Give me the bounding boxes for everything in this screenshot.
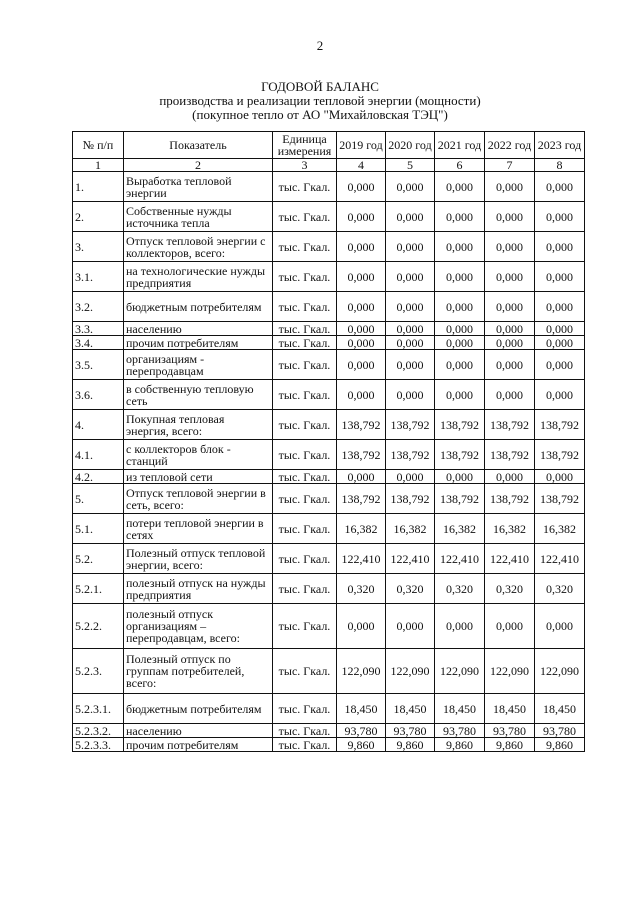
row-indicator: Покупная тепловая энергия, всего:	[124, 410, 273, 440]
row-value: 0,000	[535, 292, 585, 322]
row-value: 0,000	[386, 604, 435, 649]
header-cell-2019: 2019 год	[337, 132, 386, 159]
row-value: 93,780	[337, 724, 386, 738]
row-value: 0,000	[485, 322, 535, 336]
row-indicator: Выработка тепловой энергии	[124, 172, 273, 202]
table-row	[73, 574, 585, 604]
row-unit: тыс. Гкал.	[273, 574, 337, 604]
row-value: 138,792	[535, 410, 585, 440]
row-value: 0,320	[435, 574, 485, 604]
row-number: 3.4.	[73, 336, 124, 350]
row-unit: тыс. Гкал.	[273, 172, 337, 202]
row-unit: тыс. Гкал.	[273, 514, 337, 544]
row-value: 138,792	[535, 440, 585, 470]
row-value: 138,792	[386, 484, 435, 514]
row-unit: тыс. Гкал.	[273, 544, 337, 574]
row-value: 0,000	[435, 202, 485, 232]
row-unit: тыс. Гкал.	[273, 292, 337, 322]
row-value: 0,000	[386, 202, 435, 232]
document-source-note: (покупное тепло от АО "Михайловская ТЭЦ")	[192, 107, 448, 122]
row-number: 4.2.	[73, 470, 124, 484]
row-value: 0,000	[386, 292, 435, 322]
row-number: 2.	[73, 202, 124, 232]
row-unit: тыс. Гкал.	[273, 470, 337, 484]
row-indicator: в собственную тепловую сеть	[124, 380, 273, 410]
table-row	[73, 544, 585, 574]
row-value: 0,000	[386, 262, 435, 292]
row-value: 0,000	[337, 262, 386, 292]
row-value: 122,090	[485, 649, 535, 694]
header-cell-2023: 2023 год	[535, 132, 585, 159]
row-indicator: бюджетным потребителям	[124, 694, 273, 724]
row-value: 138,792	[435, 484, 485, 514]
row-value: 16,382	[535, 514, 585, 544]
row-unit: тыс. Гкал.	[273, 694, 337, 724]
column-number: 7	[485, 159, 535, 172]
table-row	[73, 440, 585, 470]
row-unit: тыс. Гкал.	[273, 232, 337, 262]
row-value: 0,000	[386, 336, 435, 350]
row-value: 18,450	[535, 694, 585, 724]
column-number: 2	[124, 159, 273, 172]
page-number: 2	[316, 38, 324, 53]
column-number-row	[73, 159, 585, 172]
row-number: 3.5.	[73, 350, 124, 380]
column-number: 3	[273, 159, 337, 172]
header-cell-2020: 2020 год	[386, 132, 435, 159]
row-number: 5.2.2.	[73, 604, 124, 649]
row-value: 0,000	[337, 292, 386, 322]
row-value: 122,410	[435, 544, 485, 574]
row-value: 9,860	[337, 738, 386, 752]
row-number: 5.	[73, 484, 124, 514]
row-value: 0,000	[337, 232, 386, 262]
header-cell-2021: 2021 год	[435, 132, 485, 159]
row-value: 0,000	[535, 322, 585, 336]
table-row	[73, 380, 585, 410]
row-number: 3.3.	[73, 322, 124, 336]
row-value: 0,000	[435, 336, 485, 350]
row-value: 122,090	[535, 649, 585, 694]
row-indicator: Полезный отпуск по группам потребителей, всего:	[124, 649, 273, 694]
table-row	[73, 470, 585, 484]
table-row	[73, 172, 585, 202]
row-indicator: потери тепловой энергии в сетях	[124, 514, 273, 544]
row-number: 3.2.	[73, 292, 124, 322]
table-row	[73, 232, 585, 262]
row-value: 16,382	[386, 514, 435, 544]
row-value: 138,792	[435, 410, 485, 440]
row-value: 9,860	[386, 738, 435, 752]
row-value: 16,382	[337, 514, 386, 544]
row-number: 4.1.	[73, 440, 124, 470]
row-unit: тыс. Гкал.	[273, 350, 337, 380]
row-indicator: на технологические нужды предприятия	[124, 262, 273, 292]
row-unit: тыс. Гкал.	[273, 410, 337, 440]
row-value: 0,000	[337, 380, 386, 410]
row-value: 0,000	[337, 172, 386, 202]
row-value: 0,000	[386, 470, 435, 484]
row-value: 138,792	[535, 484, 585, 514]
row-value: 0,000	[337, 470, 386, 484]
table-row	[73, 724, 585, 738]
table-row	[73, 649, 585, 694]
row-indicator: из тепловой сети	[124, 470, 273, 484]
row-number: 1.	[73, 172, 124, 202]
row-value: 122,410	[337, 544, 386, 574]
row-value: 0,000	[535, 604, 585, 649]
row-indicator: Отпуск тепловой энергии с коллекторов, всего:	[124, 232, 273, 262]
row-number: 5.2.3.1.	[73, 694, 124, 724]
row-indicator: организациям - перепродавцам	[124, 350, 273, 380]
table-row	[73, 350, 585, 380]
table-row	[73, 694, 585, 724]
row-value: 0,320	[386, 574, 435, 604]
row-number: 5.2.3.2.	[73, 724, 124, 738]
row-indicator: Собственные нужды источника тепла	[124, 202, 273, 232]
row-number: 5.2.3.3.	[73, 738, 124, 752]
column-number: 8	[535, 159, 585, 172]
column-number: 4	[337, 159, 386, 172]
row-value: 0,000	[535, 172, 585, 202]
row-value: 0,000	[485, 232, 535, 262]
row-value: 16,382	[485, 514, 535, 544]
row-value: 0,000	[485, 336, 535, 350]
row-number: 3.6.	[73, 380, 124, 410]
row-unit: тыс. Гкал.	[273, 262, 337, 292]
row-unit: тыс. Гкал.	[273, 322, 337, 336]
row-value: 0,000	[535, 350, 585, 380]
row-value: 0,000	[485, 470, 535, 484]
row-value: 0,000	[535, 202, 585, 232]
row-value: 18,450	[435, 694, 485, 724]
row-value: 93,780	[435, 724, 485, 738]
row-value: 138,792	[386, 410, 435, 440]
row-value: 138,792	[337, 410, 386, 440]
row-value: 0,000	[337, 202, 386, 232]
row-indicator: населению	[124, 724, 273, 738]
row-value: 0,000	[535, 232, 585, 262]
row-value: 16,382	[435, 514, 485, 544]
row-value: 0,320	[535, 574, 585, 604]
row-unit: тыс. Гкал.	[273, 380, 337, 410]
row-value: 0,000	[386, 172, 435, 202]
row-value: 0,000	[485, 604, 535, 649]
row-value: 138,792	[337, 440, 386, 470]
row-value: 0,000	[337, 604, 386, 649]
row-value: 0,000	[485, 202, 535, 232]
table-row	[73, 322, 585, 336]
row-number: 5.2.	[73, 544, 124, 574]
row-unit: тыс. Гкал.	[273, 484, 337, 514]
row-value: 0,320	[485, 574, 535, 604]
row-number: 3.1.	[73, 262, 124, 292]
row-value: 122,090	[435, 649, 485, 694]
document-title: ГОДОВОЙ БАЛАНС	[261, 79, 379, 94]
header-cell-unit: Единица измерения	[273, 132, 337, 159]
row-value: 93,780	[535, 724, 585, 738]
row-indicator: бюджетным потребителям	[124, 292, 273, 322]
header-cell-number: № п/п	[73, 132, 124, 159]
table-row	[73, 336, 585, 350]
table-row	[73, 514, 585, 544]
row-value: 122,090	[386, 649, 435, 694]
row-number: 5.2.3.	[73, 649, 124, 694]
row-unit: тыс. Гкал.	[273, 738, 337, 752]
row-unit: тыс. Гкал.	[273, 724, 337, 738]
row-value: 0,000	[435, 262, 485, 292]
table-row	[73, 292, 585, 322]
header-cell-indicator: Показатель	[124, 132, 273, 159]
header-row	[73, 132, 585, 159]
column-number: 5	[386, 159, 435, 172]
column-number: 6	[435, 159, 485, 172]
row-value: 18,450	[485, 694, 535, 724]
row-value: 18,450	[386, 694, 435, 724]
row-unit: тыс. Гкал.	[273, 336, 337, 350]
row-value: 9,860	[535, 738, 585, 752]
row-value: 0,000	[485, 172, 535, 202]
row-value: 122,410	[386, 544, 435, 574]
row-value: 0,000	[535, 262, 585, 292]
row-indicator: Отпуск тепловой энергии в сеть, всего:	[124, 484, 273, 514]
balance-table	[72, 131, 585, 752]
row-value: 0,000	[485, 350, 535, 380]
row-value: 0,000	[337, 350, 386, 380]
row-unit: тыс. Гкал.	[273, 649, 337, 694]
table-row	[73, 484, 585, 514]
column-number: 1	[73, 159, 124, 172]
row-number: 5.1.	[73, 514, 124, 544]
row-value: 0,000	[485, 292, 535, 322]
row-value: 0,000	[386, 380, 435, 410]
row-indicator: полезный отпуск организациям – перепродавцам, всего:	[124, 604, 273, 649]
row-number: 3.	[73, 232, 124, 262]
row-value: 0,000	[435, 292, 485, 322]
row-value: 0,000	[535, 336, 585, 350]
table-body	[73, 172, 585, 752]
row-value: 0,000	[435, 604, 485, 649]
row-value: 138,792	[386, 440, 435, 470]
row-value: 0,000	[337, 322, 386, 336]
row-value: 138,792	[337, 484, 386, 514]
row-value: 0,000	[386, 350, 435, 380]
header-cell-2022: 2022 год	[485, 132, 535, 159]
row-value: 0,000	[435, 322, 485, 336]
row-value: 93,780	[386, 724, 435, 738]
row-unit: тыс. Гкал.	[273, 440, 337, 470]
row-indicator: населению	[124, 322, 273, 336]
row-indicator: прочим потребителям	[124, 738, 273, 752]
table-row	[73, 262, 585, 292]
row-value: 122,090	[337, 649, 386, 694]
row-value: 138,792	[485, 484, 535, 514]
row-value: 0,000	[535, 470, 585, 484]
row-indicator: Полезный отпуск тепловой энергии, всего:	[124, 544, 273, 574]
table-row	[73, 738, 585, 752]
row-indicator: прочим потребителям	[124, 336, 273, 350]
row-indicator: с коллекторов блок - станций	[124, 440, 273, 470]
row-value: 0,000	[535, 380, 585, 410]
row-value: 138,792	[485, 410, 535, 440]
table-row	[73, 202, 585, 232]
row-value: 0,000	[435, 232, 485, 262]
row-unit: тыс. Гкал.	[273, 202, 337, 232]
row-value: 138,792	[435, 440, 485, 470]
row-unit: тыс. Гкал.	[273, 604, 337, 649]
row-value: 0,000	[435, 470, 485, 484]
row-value: 0,000	[435, 172, 485, 202]
row-value: 138,792	[485, 440, 535, 470]
row-value: 9,860	[485, 738, 535, 752]
row-value: 122,410	[485, 544, 535, 574]
row-value: 18,450	[337, 694, 386, 724]
row-value: 0,000	[386, 232, 435, 262]
row-value: 0,000	[435, 380, 485, 410]
row-value: 0,000	[386, 322, 435, 336]
table-row	[73, 410, 585, 440]
row-value: 93,780	[485, 724, 535, 738]
row-value: 0,000	[485, 262, 535, 292]
row-value: 122,410	[535, 544, 585, 574]
row-value: 0,000	[485, 380, 535, 410]
row-value: 0,000	[435, 350, 485, 380]
row-indicator: полезный отпуск на нужды предприятия	[124, 574, 273, 604]
row-value: 0,320	[337, 574, 386, 604]
row-value: 9,860	[435, 738, 485, 752]
row-value: 0,000	[337, 336, 386, 350]
row-number: 4.	[73, 410, 124, 440]
row-number: 5.2.1.	[73, 574, 124, 604]
table-row	[73, 604, 585, 649]
document-subtitle: производства и реализации тепловой энергии (мощности)	[159, 93, 481, 108]
